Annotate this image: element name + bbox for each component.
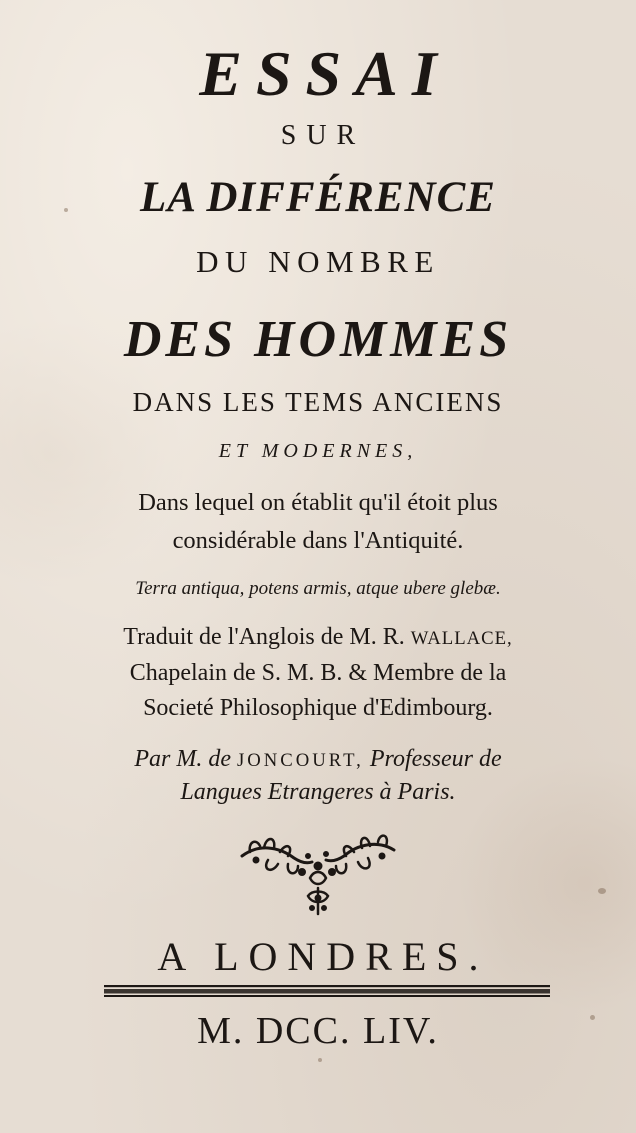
title-la-difference: LA DIFFÉRENCE bbox=[140, 174, 496, 221]
by-suffix: Professeur de bbox=[369, 746, 502, 772]
epigraph: Terra antiqua, potens armis, atque ubere glebæ. bbox=[135, 578, 501, 599]
translator-line-3: Societé Philosophique d'Edimbourg. bbox=[143, 695, 493, 721]
imprint-date: M. DCC. LIV. bbox=[197, 1010, 439, 1052]
translator-prefix: Traduit de l'Anglois de M. R. bbox=[123, 624, 405, 650]
imprint-place: A LONDRES. bbox=[157, 934, 489, 979]
title-du-nombre: DU NOMBRE bbox=[196, 244, 440, 279]
paper-speck bbox=[64, 208, 68, 212]
title-et-modernes: ET MODERNES, bbox=[218, 440, 418, 462]
title-essai: ESSAI bbox=[199, 38, 451, 109]
paper-speck bbox=[318, 1058, 322, 1062]
translator-credit-line-1 bbox=[0, 742, 636, 778]
translator-name: JONCOURT, bbox=[237, 750, 364, 771]
paper-speck bbox=[598, 888, 606, 894]
title-dans-les-tems: DANS LES TEMS ANCIENS bbox=[132, 387, 504, 417]
printer-rule bbox=[104, 984, 550, 998]
floral-vignette-icon bbox=[228, 826, 408, 922]
paper-speck bbox=[590, 1015, 595, 1020]
translator-line-1 bbox=[0, 620, 636, 656]
title-des-hommes: DES HOMMES bbox=[123, 311, 513, 368]
title-sur: SUR bbox=[280, 120, 366, 151]
subtitle-line-1: Dans lequel on établit qu'il étoit plus bbox=[138, 489, 498, 516]
subtitle-line-2: considérable dans l'Antiquité. bbox=[172, 527, 464, 554]
translator-line-2: Chapelain de S. M. B. & Membre de la bbox=[129, 660, 507, 686]
author-name: WALLACE, bbox=[410, 628, 513, 649]
by-prefix: Par M. de bbox=[134, 746, 232, 772]
translator-credit-line-2: Langues Etrangeres à Paris. bbox=[180, 779, 456, 805]
